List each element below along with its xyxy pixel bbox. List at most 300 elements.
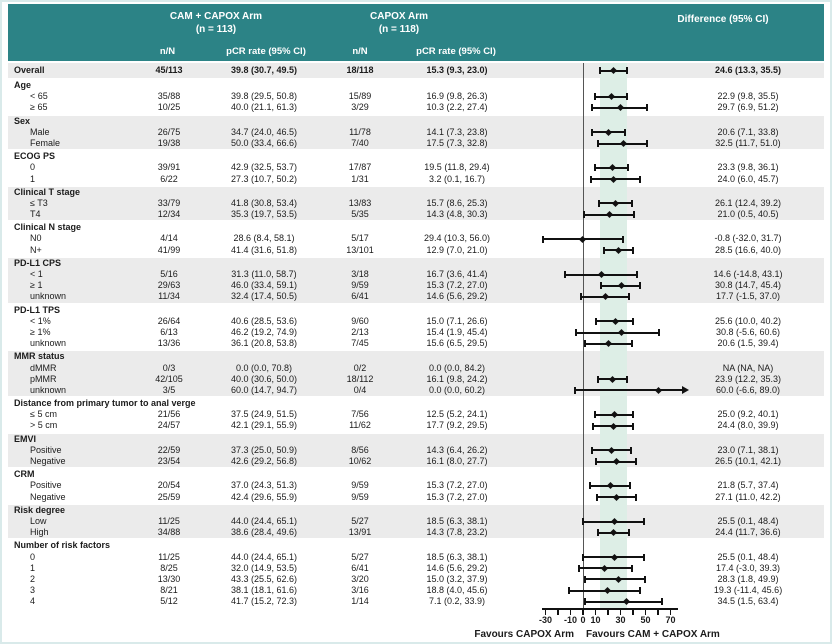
cell-difference: 30.8 (-5.6, 60.6) (715, 326, 781, 337)
cell-pcr-arm2: 15.7 (8.6, 25.3) (426, 197, 488, 208)
axis-tick-label: 50 (640, 615, 651, 625)
ci-point-estimate (613, 458, 620, 465)
cell-nN-arm2: 1/14 (351, 596, 369, 607)
ci-arrow-right (682, 386, 689, 394)
table-row (8, 585, 824, 596)
cell-nN-arm2: 11/78 (349, 126, 371, 137)
ci-cap-right (626, 93, 628, 100)
ci-point-estimate (611, 411, 618, 418)
cell-nN-arm2: 13/83 (348, 197, 372, 208)
ci-plot-cell (524, 280, 686, 291)
ci-cap-right (639, 176, 641, 183)
subgroup-block (8, 540, 824, 607)
table-row (8, 91, 824, 102)
cell-difference: 30.8 (14.7, 45.4) (714, 280, 782, 291)
ci-plot-cell (524, 445, 686, 456)
cell-pcr-arm2: 14.6 (5.6, 29.2) (426, 291, 488, 302)
ci-point-estimate (620, 140, 627, 147)
cell-pcr-arm2: 3.2 (0.1, 16.7) (428, 173, 486, 184)
cell-nN-arm1: 11/25 (158, 515, 180, 526)
ci-plot-cell (524, 162, 686, 173)
cell-nN-arm1: 10/25 (157, 102, 181, 113)
ci-point-estimate (612, 200, 619, 207)
cell-nN-arm1: 5/16 (160, 269, 178, 279)
group-header-row (8, 187, 824, 198)
ci-cap-left (592, 423, 594, 430)
table-row (8, 456, 824, 467)
ci-plot-cell (524, 516, 686, 527)
cell-nN-arm2: 6/41 (351, 562, 369, 573)
ci-point-estimate (623, 598, 630, 605)
group-header-row (8, 505, 824, 516)
cell-difference: 21.8 (5.7, 37.4) (717, 480, 779, 491)
cell-pcr-arm2: 29.4 (10.3, 56.0) (423, 233, 491, 244)
ci-cap-right (630, 447, 632, 454)
cell-difference: -0.8 (-32.0, 31.7) (714, 233, 782, 244)
cell-pcr-arm1: 34.7 (24.0, 46.5) (230, 126, 298, 137)
ci-plot-cell (524, 245, 686, 256)
ci-point-estimate (605, 340, 612, 347)
ci-cap-left (600, 282, 602, 289)
table-row (8, 102, 824, 113)
cell-nN-arm1: 0/3 (162, 362, 176, 373)
cell-difference: NA (NA, NA) (722, 362, 774, 373)
arm1-n: (n = 113) (195, 24, 237, 35)
cell-pcr-arm1: 41.4 (31.6, 51.8) (230, 244, 298, 255)
axis-tick-label: 0 (580, 615, 586, 625)
table-row (8, 245, 824, 256)
ci-point-estimate (604, 587, 611, 594)
group-label: ECOG PS (14, 151, 56, 162)
cell-pcr-arm1: 42.9 (32.5, 53.7) (230, 162, 298, 173)
ci-cap-left (597, 140, 599, 147)
cell-nN-arm1: 24/57 (157, 420, 181, 431)
ci-cap-left (591, 104, 593, 111)
row-label: ≤ 5 cm (30, 409, 57, 420)
cell-pcr-arm2: 16.7 (3.6, 41.4) (426, 269, 488, 279)
cell-pcr-arm1: 38.1 (18.1, 61.6) (230, 585, 298, 596)
cell-difference: 24.0 (6.0, 45.7) (717, 173, 779, 184)
cell-nN-arm2: 9/60 (351, 315, 369, 326)
row-label: N0 (30, 233, 42, 244)
subgroup-block (8, 258, 824, 303)
ci-cap-left (568, 587, 570, 594)
subgroup-block (8, 80, 824, 114)
ci-cap-right (624, 129, 626, 136)
table-row (8, 374, 824, 385)
row-label: High (30, 527, 49, 538)
subgroup-block (8, 434, 824, 468)
group-label: Distance from primary tumor to anal verge (14, 398, 196, 409)
cell-difference: 25.0 (9.2, 40.1) (717, 409, 779, 420)
cell-pcr-arm1: 32.0 (14.9, 53.5) (230, 562, 298, 573)
ci-cap-right (658, 329, 660, 336)
ci-plot-cell (524, 456, 686, 467)
group-header-row (8, 469, 824, 480)
ci-cap-left (591, 129, 593, 136)
table-row (8, 316, 824, 327)
group-label: Risk degree (14, 504, 66, 515)
ci-cap-left (597, 529, 599, 536)
cell-pcr-arm2: 14.6 (5.6, 29.2) (426, 562, 488, 573)
ci-plot-cell (524, 480, 686, 491)
ci-point-estimate (605, 129, 612, 136)
cell-difference: 28.3 (1.8, 49.9) (717, 573, 779, 584)
cell-nN-arm1: 29/63 (157, 280, 181, 291)
cell-nN-arm1: 35/88 (157, 91, 181, 102)
ci-point-estimate (601, 565, 608, 572)
group-label: EMVI (14, 433, 37, 444)
ci-cap-right (639, 282, 641, 289)
ci-cap-left (598, 200, 600, 207)
ci-point-estimate (613, 494, 620, 501)
ci-cap-left (584, 598, 586, 605)
cell-pcr-arm1: 40.0 (30.6, 50.0) (230, 373, 298, 384)
ci-cap-right (631, 565, 633, 572)
cell-pcr-arm1: 46.0 (33.4, 59.1) (230, 280, 298, 291)
cell-pcr-arm2: 17.7 (9.2, 29.5) (426, 420, 488, 431)
difference-column-header: Difference (95% CI) (677, 14, 769, 25)
ci-plot-cell (524, 91, 686, 102)
cell-difference: 20.6 (7.1, 33.8) (717, 126, 779, 137)
col-header-nN-arm2: n/N (352, 46, 368, 57)
subgroup-block (8, 505, 824, 539)
ci-cap-left (542, 236, 544, 243)
favours-right-label: Favours CAM + CAPOX Arm (586, 629, 720, 640)
cell-pcr-arm1: 50.0 (33.4, 66.6) (230, 137, 298, 148)
cell-pcr-arm2: 15.0 (3.2, 37.9) (426, 573, 488, 584)
cell-pcr-arm2: 15.6 (6.5, 29.5) (426, 338, 488, 349)
col-header-pcr-arm2: pCR rate (95% CI) (416, 46, 496, 57)
ci-plot-cell (524, 102, 686, 113)
ci-cap-left (582, 518, 584, 525)
row-label: unknown (30, 291, 67, 302)
cell-pcr-arm1: 43.3 (25.5, 62.6) (230, 573, 298, 584)
cell-pcr-arm2: 15.3 (7.2, 27.0) (426, 480, 488, 491)
cell-difference: 32.5 (11.7, 51.0) (715, 137, 781, 148)
cell-pcr-arm1: 60.0 (14.7, 94.7) (230, 384, 298, 395)
table-row (8, 563, 824, 574)
cell-pcr-arm2: 15.3 (7.2, 27.0) (426, 280, 488, 291)
ci-cap-right (646, 104, 648, 111)
ci-cap-right (632, 411, 634, 418)
ci-point-estimate (608, 93, 615, 100)
cell-nN-arm2: 1/31 (351, 173, 369, 184)
cell-nN-arm1: 5/12 (160, 596, 178, 607)
ci-cap-right (631, 200, 633, 207)
ci-plot-cell (524, 174, 686, 185)
favours-left-label: Favours CAPOX Arm (474, 629, 574, 640)
row-label: N+ (30, 244, 42, 255)
group-header-row (8, 351, 824, 362)
group-label: MMR status (14, 351, 65, 362)
row-label: dMMR (30, 362, 57, 373)
table-row (8, 409, 824, 420)
cell-pcr-arm2: 10.3 (2.2, 27.4) (426, 102, 488, 113)
ci-cap-left (595, 318, 597, 325)
row-label: ≤ T3 (30, 197, 48, 208)
ci-cap-left (599, 67, 601, 74)
row-label: > 5 cm (30, 420, 58, 431)
cell-pcr-arm1: 44.0 (24.4, 65.1) (230, 515, 298, 526)
cell-nN-arm2: 7/45 (351, 338, 369, 349)
ci-cap-left (596, 494, 598, 501)
cell-nN-arm1: 8/25 (160, 562, 178, 573)
col-header-nN-arm1: n/N (159, 46, 176, 57)
ci-cap-right (622, 236, 624, 243)
cell-nN-arm2: 17/87 (348, 162, 372, 173)
table-row (8, 63, 824, 78)
cell-nN-arm1: 26/75 (157, 126, 181, 137)
cell-nN-arm1: 23/54 (157, 456, 181, 466)
cell-nN-arm2: 11/62 (349, 420, 371, 431)
row-label: 0 (30, 551, 36, 562)
cell-nN-arm2: 18/112 (346, 373, 374, 384)
arm2-header (299, 10, 499, 36)
cell-difference: 19.3 (-11.4, 45.6) (713, 585, 783, 596)
cell-nN-arm1: 25/59 (157, 491, 181, 502)
cell-difference: 28.5 (16.6, 40.0) (714, 244, 782, 255)
cell-pcr-arm2: 12.5 (5.2, 24.1) (426, 409, 488, 420)
row-label: 2 (30, 573, 36, 584)
ci-plot-cell (524, 492, 686, 503)
ci-point-estimate (611, 518, 618, 525)
cell-pcr-arm2: 16.1 (8.0, 27.7) (426, 456, 488, 466)
ci-point-estimate (606, 211, 613, 218)
cell-difference: 25.5 (0.1, 48.4) (717, 515, 779, 526)
group-header-row (8, 80, 824, 91)
table-row (8, 385, 824, 396)
cell-pcr-arm1: 40.0 (21.1, 61.3) (230, 102, 298, 113)
group-label: PD-L1 CPS (14, 257, 62, 268)
cell-pcr-arm2: 15.3 (7.2, 27.0) (426, 491, 488, 502)
row-label: 4 (30, 596, 36, 607)
axis-tick-label: -30 (538, 615, 552, 625)
ci-cap-right (626, 67, 628, 74)
cell-pcr-arm2: 16.9 (9.8, 26.3) (426, 91, 488, 102)
cell-difference: 17.4 (-3.0, 39.3) (715, 562, 781, 573)
ci-cap-right (632, 247, 634, 254)
ci-plot-cell (524, 291, 686, 302)
row-label: 0 (30, 162, 36, 173)
cell-difference: 26.5 (10.1, 42.1) (714, 456, 782, 466)
ci-point-estimate (610, 422, 617, 429)
cell-difference: 23.9 (12.2, 35.3) (714, 373, 782, 384)
cell-pcr-arm1: 37.3 (25.0, 50.9) (230, 444, 298, 455)
table-header-band (8, 4, 824, 61)
row-label: Negative (30, 456, 66, 466)
arm2-name: CAPOX Arm (370, 11, 428, 22)
row-label: < 1 (30, 269, 43, 279)
cell-pcr-arm1: 36.1 (20.8, 53.8) (230, 338, 298, 349)
cell-nN-arm2: 0/4 (353, 384, 367, 395)
cell-difference: 29.7 (6.9, 51.2) (717, 102, 779, 113)
cell-nN-arm2: 7/40 (351, 137, 369, 148)
ci-cap-left (564, 271, 566, 278)
subgroup-block (8, 305, 824, 350)
cell-nN-arm2: 18/118 (346, 65, 374, 75)
ci-plot-cell (524, 527, 686, 538)
ci-plot-cell (524, 420, 686, 431)
cell-difference: 17.7 (-1.5, 37.0) (715, 291, 781, 302)
cell-pcr-arm2: 0.0 (0.0, 60.2) (428, 384, 486, 395)
cell-pcr-arm2: 14.3 (7.8, 23.2) (426, 527, 488, 538)
cell-nN-arm1: 6/22 (160, 173, 178, 184)
ci-cap-left (589, 482, 591, 489)
ci-cap-right (627, 164, 629, 171)
ci-cap-right (632, 318, 634, 325)
cell-nN-arm2: 13/91 (348, 527, 372, 538)
arm1-header (121, 10, 311, 36)
group-header-row (8, 305, 824, 316)
cell-nN-arm2: 3/16 (351, 585, 369, 596)
cell-pcr-arm1: 37.0 (24.3, 51.3) (230, 480, 298, 491)
ci-cap-left (574, 387, 576, 394)
group-label: Number of risk factors (14, 540, 111, 551)
cell-pcr-arm1: 40.6 (28.5, 53.6) (230, 315, 298, 326)
table-row (8, 492, 824, 503)
row-label: pMMR (30, 373, 57, 384)
row-label: < 1% (30, 315, 51, 326)
cell-nN-arm1: 34/88 (157, 527, 181, 538)
group-label: CRM (14, 469, 35, 480)
ci-plot-cell (524, 327, 686, 338)
cell-nN-arm2: 5/27 (351, 551, 369, 562)
cell-pcr-arm1: 42.6 (29.2, 56.8) (230, 456, 298, 466)
ci-cap-right (643, 554, 645, 561)
row-label: Male (30, 126, 50, 137)
table-row (8, 480, 824, 491)
ci-cap-right (636, 271, 638, 278)
ci-point-estimate (609, 376, 616, 383)
col-header-pcr-arm1: pCR rate (95% CI) (226, 46, 306, 57)
subgroup-block (8, 469, 824, 503)
cell-pcr-arm2: 14.3 (6.4, 26.2) (426, 444, 488, 455)
ci-point-estimate (618, 282, 625, 289)
ci-cap-left (575, 329, 577, 336)
table-row (8, 233, 824, 244)
ci-cap-left (582, 554, 584, 561)
cell-difference: 26.1 (12.4, 39.2) (714, 197, 782, 208)
ci-cap-left (594, 411, 596, 418)
cell-pcr-arm2: 14.3 (4.8, 30.3) (426, 209, 488, 220)
ci-cap-right (631, 340, 633, 347)
arm1-name: CAM + CAPOX Arm (169, 11, 263, 22)
ci-cap-left (578, 565, 580, 572)
group-header-row (8, 258, 824, 269)
cell-nN-arm1: 13/30 (157, 573, 181, 584)
ci-cap-right (628, 529, 630, 536)
ci-point-estimate (609, 176, 616, 183)
ci-cap-left (580, 293, 582, 300)
table-row (8, 291, 824, 302)
table-row (8, 269, 824, 280)
cell-nN-arm1: 26/64 (157, 315, 181, 326)
cell-nN-arm2: 3/20 (351, 573, 369, 584)
cell-pcr-arm1: 46.2 (19.2, 74.9) (230, 326, 298, 337)
row-label: 1 (30, 562, 36, 573)
subgroup-block (8, 116, 824, 150)
ci-cap-left (603, 247, 605, 254)
ci-point-estimate (615, 576, 622, 583)
group-header-row (8, 540, 824, 551)
cell-difference: 23.0 (7.1, 38.1) (717, 444, 779, 455)
ci-plot-cell (524, 574, 686, 585)
ci-cap-right (629, 482, 631, 489)
axis-tick-label: 30 (615, 615, 626, 625)
group-header-row (8, 151, 824, 162)
cell-difference: 34.5 (1.5, 63.4) (717, 596, 779, 607)
ci-cap-right (633, 211, 635, 218)
table-row (8, 174, 824, 185)
subgroup-block (8, 222, 824, 256)
ci-cap-right (643, 518, 645, 525)
cell-pcr-arm2: 15.3 (9.3, 23.0) (426, 65, 488, 75)
cell-pcr-arm2: 18.5 (6.3, 38.1) (426, 515, 488, 526)
arm2-n: (n = 118) (378, 24, 420, 35)
table-row (8, 574, 824, 585)
cell-nN-arm1: 20/54 (157, 480, 181, 491)
cell-pcr-arm1: 0.0 (0.0, 70.8) (235, 362, 293, 373)
cell-pcr-arm1: 27.3 (10.7, 50.2) (230, 173, 298, 184)
cell-nN-arm1: 45/113 (155, 65, 183, 75)
cell-difference: 22.9 (9.8, 35.5) (717, 91, 779, 102)
ci-plot-cell (524, 585, 686, 596)
subgroup-block (8, 351, 824, 396)
ci-cap-right (626, 376, 628, 383)
table-row (8, 127, 824, 138)
cell-difference: 60.0 (-6.6, 89.0) (715, 384, 781, 395)
row-label: Overall (14, 65, 45, 75)
cell-pcr-arm1: 42.4 (29.6, 55.9) (230, 491, 298, 502)
ci-point-estimate (609, 164, 616, 171)
cell-nN-arm2: 0/2 (353, 362, 367, 373)
ci-point-estimate (611, 554, 618, 561)
table-row (8, 162, 824, 173)
cell-pcr-arm2: 18.5 (6.3, 38.1) (426, 551, 488, 562)
cell-nN-arm2: 13/101 (346, 244, 374, 255)
group-header-row (8, 222, 824, 233)
cell-difference: 24.4 (11.7, 36.6) (715, 527, 781, 538)
cell-nN-arm2: 7/56 (351, 409, 369, 420)
cell-pcr-arm2: 12.9 (7.0, 21.0) (426, 244, 488, 255)
table-row (8, 596, 824, 607)
ci-point-estimate (654, 387, 661, 394)
cell-nN-arm2: 5/27 (351, 515, 369, 526)
cell-nN-arm1: 21/56 (157, 409, 181, 420)
table-row (8, 445, 824, 456)
ci-point-estimate (618, 329, 625, 336)
ci-point-estimate (578, 235, 585, 242)
row-label: ≥ 1 (30, 280, 43, 291)
ci-point-estimate (610, 529, 617, 536)
cell-pcr-arm2: 15.4 (1.9, 45.4) (426, 326, 488, 337)
subgroup-block (8, 151, 824, 185)
cell-pcr-arm1: 38.6 (28.4, 49.6) (230, 527, 298, 538)
cell-difference: 21.0 (0.5, 40.5) (717, 209, 779, 220)
cell-nN-arm2: 9/59 (351, 280, 369, 291)
cell-difference: 20.6 (1.5, 39.4) (717, 338, 779, 349)
cell-nN-arm1: 3/5 (162, 384, 176, 395)
cell-nN-arm1: 11/34 (158, 291, 180, 302)
cell-nN-arm1: 33/79 (157, 197, 181, 208)
cell-pcr-arm2: 15.0 (7.1, 26.6) (426, 315, 488, 326)
row-label: unknown (30, 384, 67, 395)
ci-cap-left (597, 376, 599, 383)
cell-pcr-arm2: 18.8 (4.0, 45.6) (426, 585, 488, 596)
cell-nN-arm2: 10/62 (348, 456, 372, 466)
cell-difference: 25.5 (0.1, 48.4) (717, 551, 779, 562)
